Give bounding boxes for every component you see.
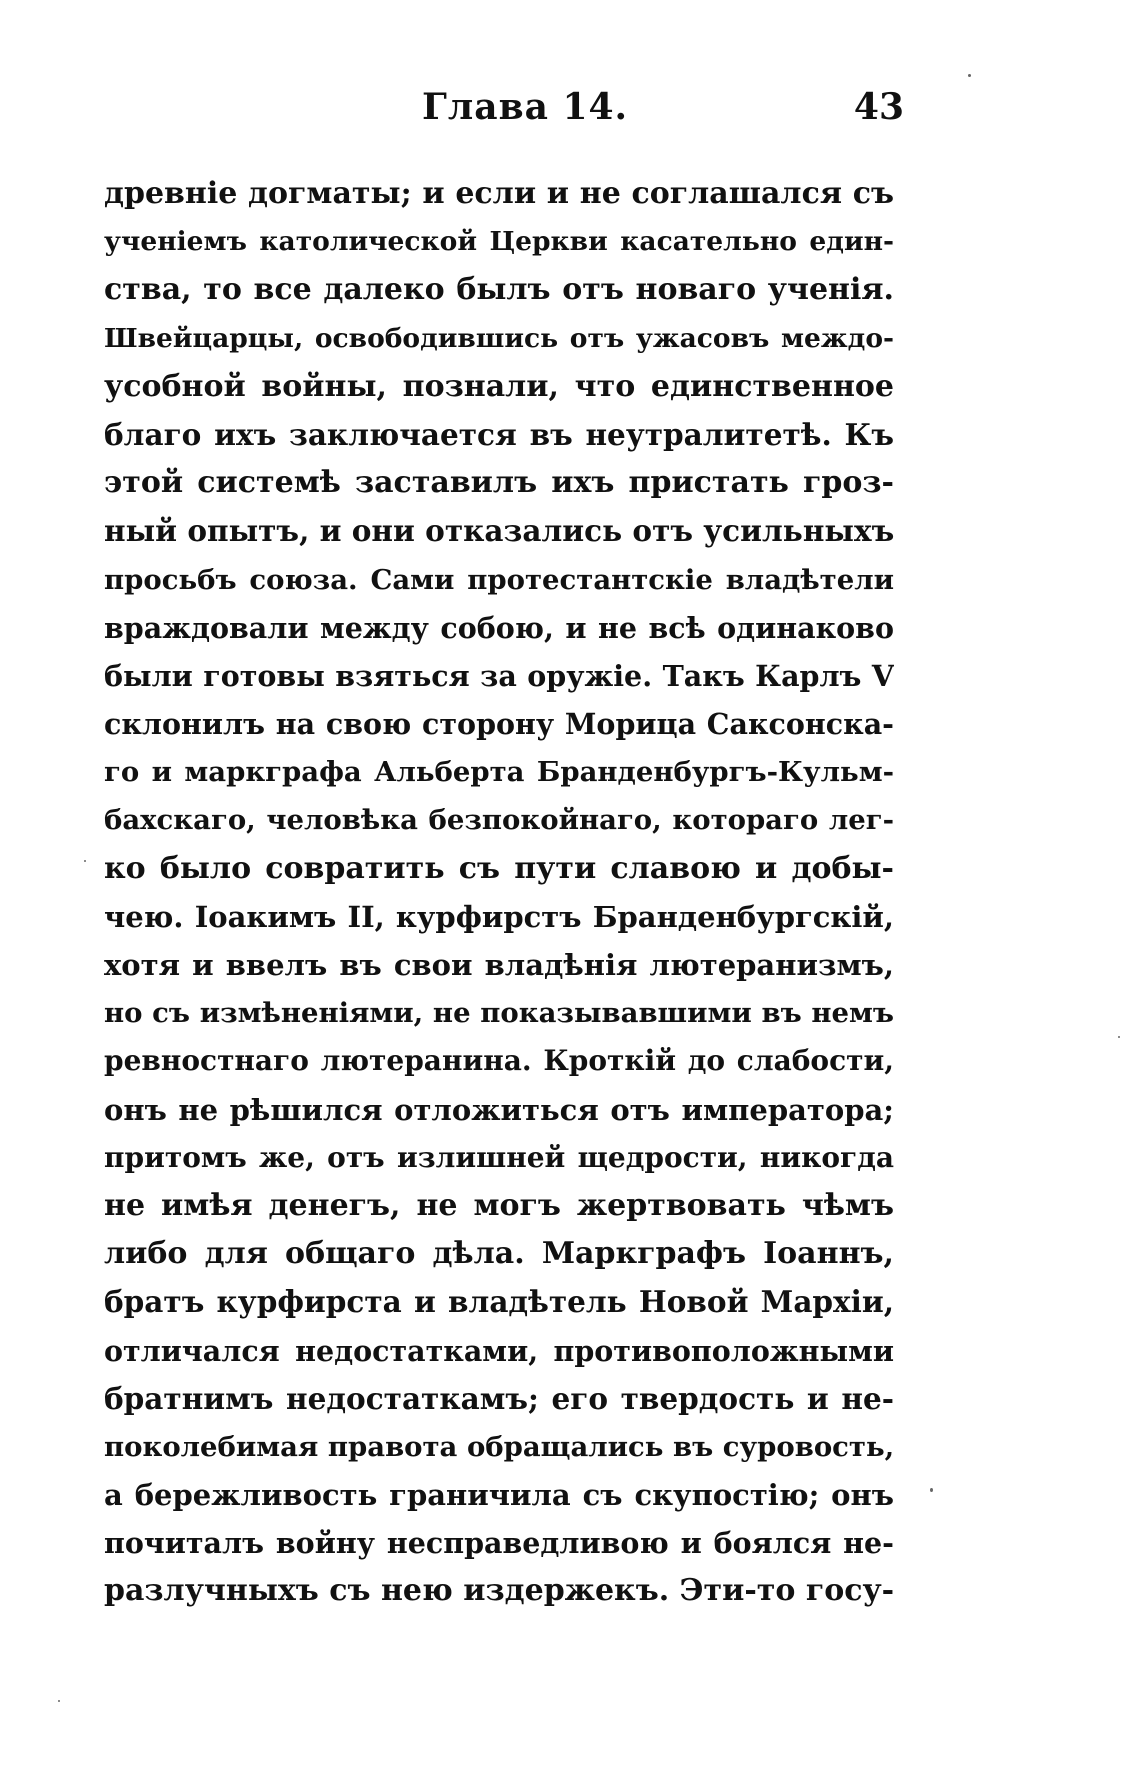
text-line: хотя и ввелъ въ свои владѣнія лютеранизмъ, bbox=[104, 948, 894, 982]
text-line: но съ измѣненіями, не показывавшими въ немъ bbox=[104, 997, 894, 1030]
scan-speck bbox=[1118, 1036, 1120, 1038]
text-line: онъ не рѣшился отложиться отъ императора; bbox=[104, 1092, 894, 1127]
text-line: братнимъ недостаткамъ; его твердость и не- bbox=[104, 1380, 894, 1416]
text-line: древніе догматы; и если и не соглашался съ bbox=[104, 176, 894, 211]
page-number: 43 bbox=[853, 86, 904, 128]
text-line: отличался недостатками, противоположными bbox=[104, 1333, 894, 1368]
text-line: почиталъ войну несправедливою и боялся не- bbox=[104, 1526, 894, 1561]
text-line: благо ихъ заключается въ неутралитетѣ. Къ bbox=[104, 416, 894, 452]
body-text bbox=[104, 170, 894, 1616]
text-line: этой системѣ заставилъ ихъ пристать гроз- bbox=[104, 465, 894, 501]
text-line: либо для общаго дѣла. Маркграфъ Іоаннъ, bbox=[104, 1236, 894, 1272]
scan-speck bbox=[84, 860, 86, 862]
text-line: разлучныхъ съ нею издержекъ. Эти-то госу- bbox=[104, 1573, 894, 1609]
text-line: го и маркграфа Альберта Бранденбургъ-Кульм- bbox=[104, 756, 894, 789]
text-line: поколебимая правота обращались въ суровость, bbox=[104, 1430, 894, 1463]
text-line: усобной войны, познали, что единственное bbox=[104, 368, 894, 404]
text-line: ко было совратить съ пути славою и добы- bbox=[104, 850, 894, 886]
text-line: не имѣя денегъ, не могъ жертвовать чѣмъ bbox=[104, 1187, 894, 1223]
scan-speck bbox=[968, 74, 971, 77]
chapter-title: Глава 14. bbox=[422, 86, 629, 128]
text-line: ученіемъ католической Церкви касательно един- bbox=[104, 226, 894, 258]
text-line: чею. Іоакимъ II, курфирстъ Бранденбургскій, bbox=[104, 899, 894, 934]
text-line: были готовы взяться за оружіе. Такъ Карлъ V bbox=[104, 658, 894, 693]
text-line: ства, то все далеко былъ отъ новаго ученія. bbox=[104, 272, 894, 308]
scan-speck bbox=[58, 1700, 60, 1702]
scan-speck bbox=[930, 1488, 933, 1492]
text-line: просьбъ союза. Сами протестантскіе владѣтели bbox=[104, 563, 894, 596]
text-line: братъ курфирста и владѣтель Новой Мархіи, bbox=[104, 1284, 894, 1320]
text-line: бахскаго, человѣка безпокойнаго, котораго лег- bbox=[104, 804, 894, 837]
text-line: ный опытъ, и они отказались отъ усильныхъ bbox=[104, 513, 894, 549]
text-line: враждовали между собою, и не всѣ одинаково bbox=[104, 610, 894, 645]
text-line: притомъ же, отъ излишней щедрости, никогда bbox=[104, 1140, 894, 1174]
text-line: ревностнаго лютеранина. Кроткій до слабости, bbox=[104, 1044, 894, 1078]
text-line: Швейцарцы, освободившись отъ ужасовъ междо- bbox=[104, 322, 894, 354]
running-head bbox=[104, 86, 904, 136]
text-line: склонилъ на свою сторону Морица Саксонска- bbox=[104, 707, 894, 742]
text-line: а бережливость граничила съ скупостію; онъ bbox=[104, 1478, 894, 1513]
